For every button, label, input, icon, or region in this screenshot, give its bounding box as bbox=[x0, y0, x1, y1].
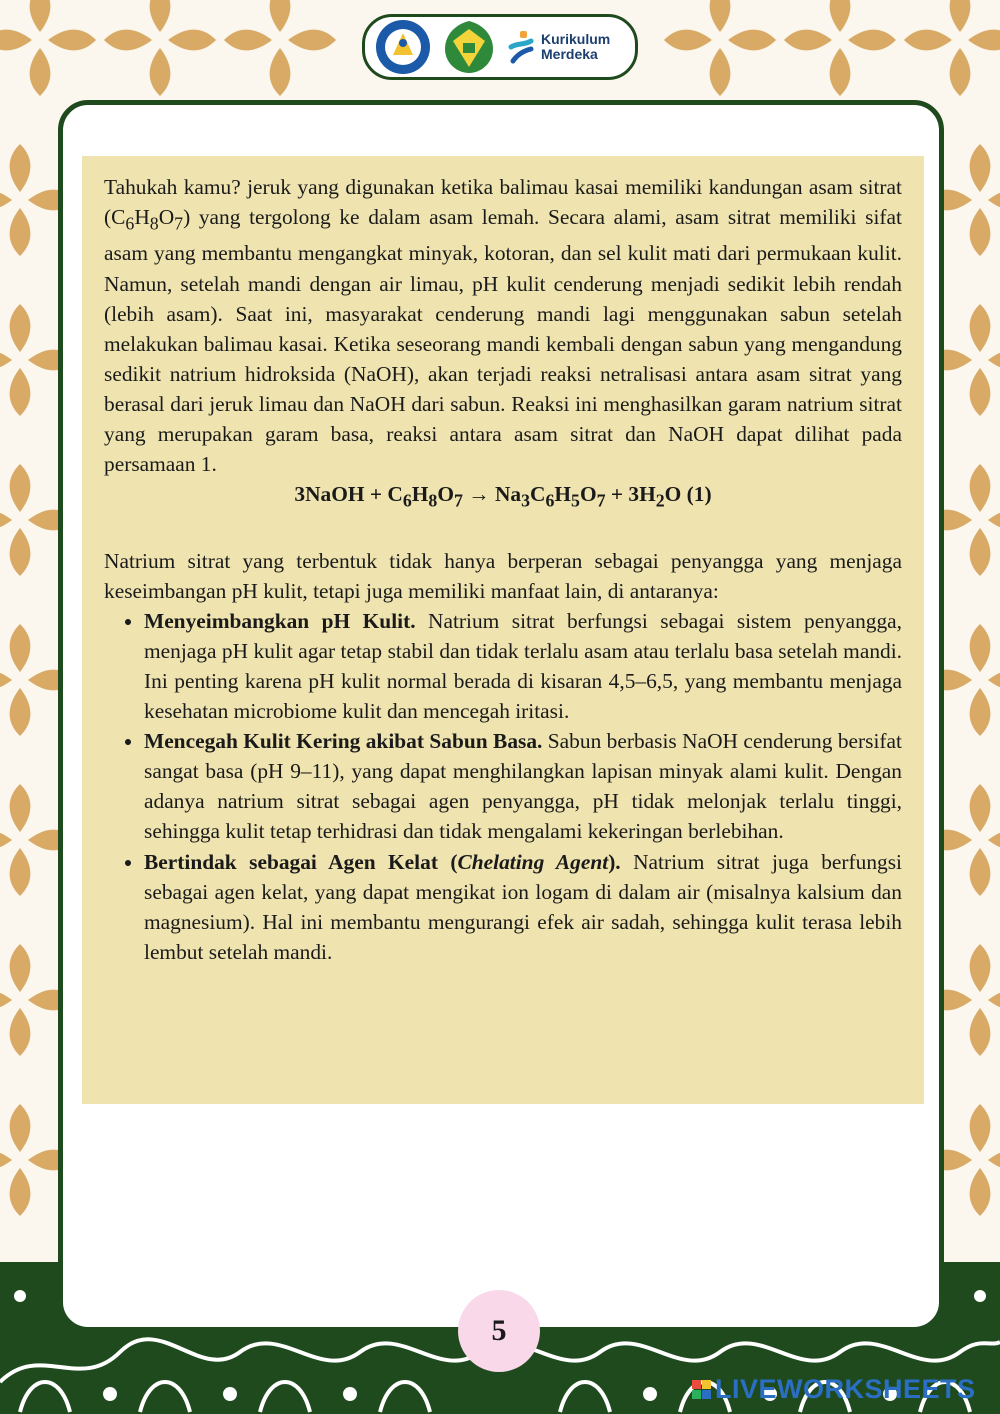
curriculum-name-line1: Kurikulum bbox=[541, 31, 611, 47]
school-emblem-logo bbox=[441, 19, 497, 75]
tut-wuri-handayani-logo bbox=[375, 19, 431, 75]
page-number-badge: 5 bbox=[458, 1290, 540, 1372]
intro-paragraph: Tahukah kamu? jeruk yang digunakan ketika balimau kasai memiliki kandungan asam sitrat $(C_6H_8O_7)$ yang tergolong ke dalam asam lemah. Secara alami, asam sitrat memiliki sifat asam yang membantu mengangkat minyak, kotoran, dan sel kulit mati dari permukaan kulit. Namun, setelah mandi dengan air limau, pH kulit cenderung menjadi sedikit lebih rendah (lebih asam). Saat ini, masyarakat cenderung mandi lagi menggunakan sabun setelah melakukan balimau kasai. Ketika seseorang mandi kembali dengan sabun yang mengandung sedikit natrium hidroksida (NaOH), akan terjadi reaksi netralisasi antara asam sitrat yang berasal dari jeruk limau dan NaOH dari sabun. Reaksi ini menghasilkan garam natrium sitrat yang merupakan garam basa, reaksi antara asam sitrat dan NaOH dapat dilihat pada persamaan 1. bbox=[104, 175, 902, 477]
benefit-item-prevent-dry-skin: • Mencegah Kulit Kering akibat Sabun Basa. Sabun berbasis NaOH cenderung bersifat sangat basa (pH 9–11), yang dapat menghilangkan lapisan minyak alami kulit. Dengan adanya natrium sitrat sebagai agen penyangga, pH tidak melonjak terlalu tinggi, sehingga kulit tetap terhidrasi dan tidak mengalami kekeringan berlebihan. bbox=[144, 726, 902, 846]
reading-box bbox=[82, 156, 924, 1104]
reaction-equation: 3NaOH + $C_6H_8O_7 \to Na_3C_6H_5O_7 + 3H_2O$ (1) bbox=[294, 482, 712, 511]
kurikulum-merdeka-logo bbox=[507, 27, 610, 67]
kurikulum-merdeka-mark-icon bbox=[507, 27, 537, 67]
benefit-item-ph-balance: • Menyeimbangkan pH Kulit. Natrium sitrat berfungsi sebagai sistem penyangga, menjaga pH kulit agar tetap stabil dan tidak terlalu asam atau terlalu basa setelah mandi. Ini penting karena pH kulit normal berada di kisaran 4,5–6,5, yang membantu menjaga kesehatan microbiome kulit dan mencegah iritasi. bbox=[144, 606, 902, 726]
curriculum-name-line2: Merdeka bbox=[541, 46, 598, 62]
liveworksheets-logo-icon bbox=[692, 1380, 711, 1399]
benefits-lead-paragraph: Natrium sitrat yang terbentuk tidak hanya berperan sebagai penyangga yang menjaga keseimbangan pH kulit, tetapi juga memiliki manfaat lain, di antaranya: bbox=[104, 548, 902, 603]
watermark-text: LIVEWORKSHEETS bbox=[715, 1374, 976, 1404]
benefit-item-chelating-agent: • Bertindak sebagai Agen Kelat (Chelating Agent). Natrium sitrat juga berfungsi sebagai agen kelat, yang dapat mengikat ion logam di dalam air (misalnya kalsium dan magnesium). Hal ini membantu mengurangi efek air sadah, sehingga kulit terasa lebih lembut setelah mandi. bbox=[144, 847, 902, 967]
benefits-list bbox=[104, 606, 902, 967]
liveworksheets-watermark bbox=[692, 1374, 976, 1405]
header-logo-bar bbox=[362, 14, 638, 80]
